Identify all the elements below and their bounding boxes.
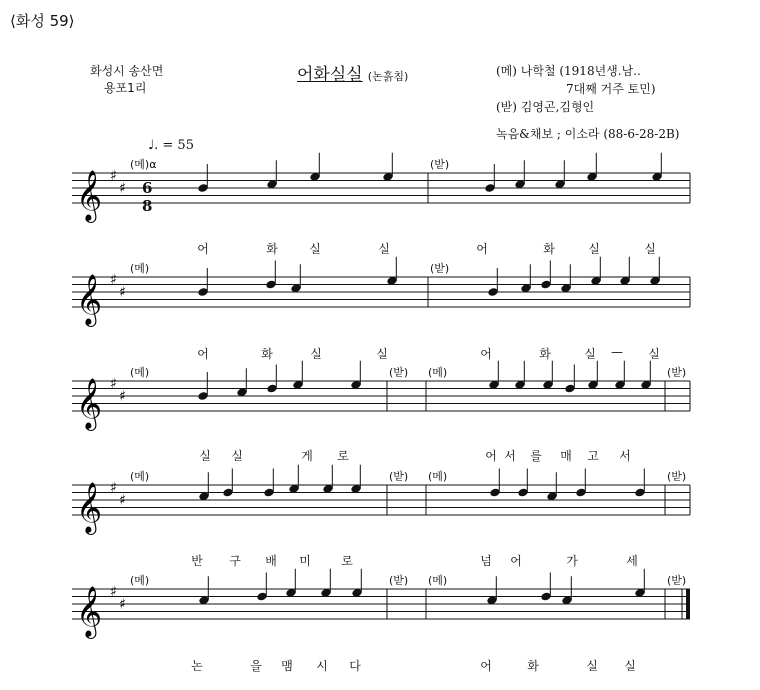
sharp-icon: ♯ [110,584,117,600]
sharp-icon: ♯ [110,168,117,184]
lyric-syllable: 을 [250,659,262,673]
piece-number: ⟨화성 59⟩ [10,12,75,30]
sharp-icon: ♯ [110,480,117,496]
lyric-syllable: 서 [504,449,516,463]
section-mark: (메) [428,366,448,379]
lyric-syllable: 넘 [480,554,492,568]
treble-clef-icon: 𝄞 [76,274,103,325]
lyric-syllable: 논 [191,659,203,673]
section-mark: (받) [389,366,409,379]
lyric-syllable: 가 [566,554,578,568]
lyric-syllable: 실 [584,347,596,361]
treble-clef-icon: 𝄞 [76,482,103,533]
sharp-icon: ♯ [119,596,126,613]
sharp-icon: ♯ [119,180,126,197]
lyric-syllable: 어 [197,242,209,256]
responders: (받) 김영곤,김형인 [496,100,595,114]
lyric-syllable: 게 [301,449,313,463]
section-mark: (받) [667,366,687,379]
lyric-syllable: 화 [261,347,273,361]
lyric-syllable: 로 [337,449,349,463]
lyric-syllable: 실 [199,449,211,463]
section-mark: (메)α [130,158,157,171]
lyric-syllable: 구 [229,554,241,568]
recording-info: 녹음&채보 ; 이소라 (88-6-28-2B) [496,127,680,141]
song-title-text: 어화실실 [297,65,363,85]
lyric-syllable: 어 [480,347,492,361]
lyric-syllable: — [611,345,623,359]
sharp-icon: ♯ [110,376,117,392]
lyric-syllable: 서 [619,449,631,463]
lyric-syllable: 실 [310,347,322,361]
lyric-syllable: 배 [265,554,277,568]
lyric-syllable: 실 [376,347,388,361]
lyric-syllable: 시 [316,659,328,673]
sharp-icon: ♯ [110,272,117,288]
section-mark: (메) [428,574,448,587]
lyric-syllable: 다 [349,659,361,673]
section-mark: (받) [389,574,409,587]
lyric-syllable: 맴 [281,659,293,673]
song-genre: (논흙침) [367,70,409,83]
lyric-syllable: 화 [266,242,278,256]
lyric-syllable: 실 [624,659,636,673]
lyric-syllable: 어 [510,554,522,568]
section-mark: (메) [130,470,150,483]
location-line-2: 용포1리 [104,81,147,95]
section-mark: (메) [130,262,150,275]
treble-clef-icon: 𝄞 [76,378,103,429]
lyric-syllable: 반 [191,554,203,568]
section-mark: (받) [430,262,450,275]
lyric-syllable: 어 [197,347,209,361]
lyric-syllable: 매 [560,449,572,463]
lyric-syllable: 실 [644,242,656,256]
section-mark: (받) [667,470,687,483]
sharp-icon: ♯ [119,388,126,405]
sharp-icon: ♯ [119,284,126,301]
time-signature-bottom: 8 [142,197,153,215]
singer-line-1: (메) 나학철 (1918년생.남.. [496,64,641,78]
lyric-syllable: 화 [527,659,539,673]
final-barline-thick [686,589,690,619]
time-signature-top: 6 [142,179,153,197]
lyric-syllable: 실 [588,242,600,256]
lyric-syllable: 고 [587,449,599,463]
tempo-marking: ♩. = 55 [148,138,194,153]
lyric-syllable: 실 [648,347,660,361]
lyric-syllable: 화 [543,242,555,256]
lyric-syllable: 실 [309,242,321,256]
treble-clef-icon: 𝄞 [76,170,103,221]
lyric-syllable: 화 [539,347,551,361]
section-mark: (받) [667,574,687,587]
lyric-syllable: 실 [586,659,598,673]
section-mark: (메) [130,574,150,587]
section-mark: (받) [430,158,450,171]
lyric-syllable: 어 [476,242,488,256]
lyric-syllable: 를 [530,449,542,463]
section-mark: (메) [428,470,448,483]
lyric-syllable: 세 [626,554,638,568]
lyric-syllable: 미 [299,554,311,568]
section-mark: (받) [389,470,409,483]
lyric-syllable: 로 [341,554,353,568]
section-mark: (메) [130,366,150,379]
lyric-syllable: 실 [378,242,390,256]
location-line-1: 화성시 송산면 [90,64,164,78]
lyric-syllable: 실 [231,449,243,463]
lyric-syllable: 어 [485,449,497,463]
treble-clef-icon: 𝄞 [76,586,103,637]
sharp-icon: ♯ [119,492,126,509]
singer-line-2: 7대째 거주 토민) [566,82,656,96]
lyric-syllable: 어 [480,659,492,673]
